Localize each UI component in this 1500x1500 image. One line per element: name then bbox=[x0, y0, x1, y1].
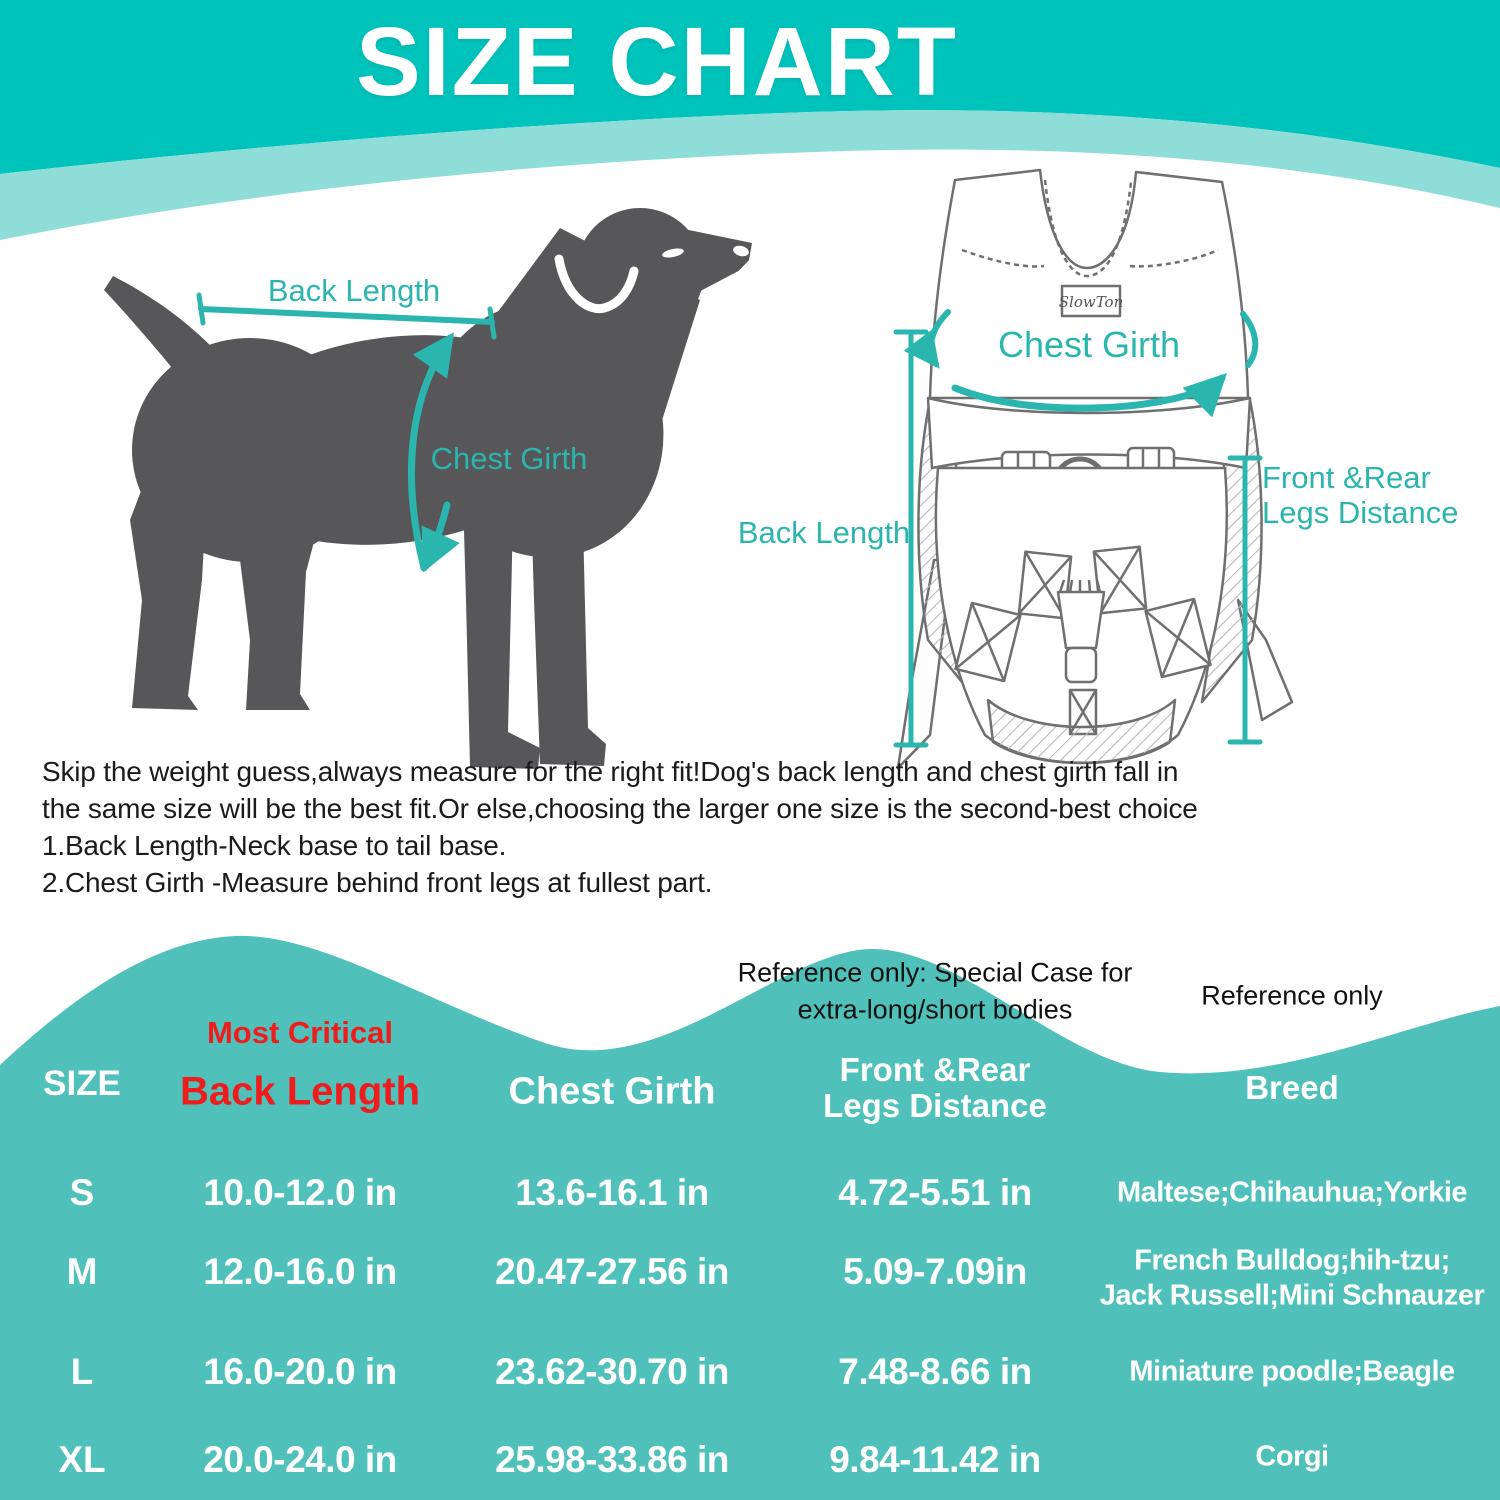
column-header-front-rear-line1: Front &Rear bbox=[839, 1051, 1031, 1088]
column-header-back-length: Back Length bbox=[179, 1069, 421, 1114]
reference-only-note: Reference only bbox=[1201, 980, 1383, 1011]
front-rear-value: 5.09-7.09in bbox=[843, 1251, 1027, 1292]
brand-logo-text: SlowTon bbox=[1058, 293, 1124, 311]
instruction-line: Skip the weight guess,always measure for the right fit!Dog's back length and chest girth fall in bbox=[42, 756, 1179, 787]
front-rear-value: 7.48-8.66 in bbox=[838, 1351, 1032, 1392]
breed-value: Miniature poodle;Beagle bbox=[1129, 1355, 1455, 1388]
back-length-value: 12.0-16.0 in bbox=[203, 1251, 397, 1292]
column-header-chest-girth: Chest Girth bbox=[508, 1070, 716, 1113]
carrier-back-length-label: Back Length bbox=[737, 515, 911, 550]
special-case-note-line1: Reference only: Special Case for bbox=[737, 957, 1133, 988]
size-value: S bbox=[69, 1172, 95, 1213]
instruction-line: 2.Chest Girth -Measure behind front legs at fullest part. bbox=[42, 867, 713, 898]
column-header-size: SIZE bbox=[43, 1064, 121, 1103]
column-header-front-rear-line2: Legs Distance bbox=[823, 1087, 1047, 1124]
breed-value-line2: Jack Russell;Mini Schnauzer bbox=[1099, 1279, 1485, 1312]
chest-girth-value: 20.47-27.56 in bbox=[495, 1251, 729, 1292]
column-header-breed: Breed bbox=[1245, 1069, 1339, 1106]
size-value: XL bbox=[58, 1439, 106, 1480]
carrier-front-rear-label-line1: Front &Rear bbox=[1262, 460, 1431, 495]
chest-girth-value: 23.62-30.70 in bbox=[495, 1351, 729, 1392]
carrier-illustration bbox=[898, 170, 1292, 768]
instruction-line: 1.Back Length-Neck base to tail base. bbox=[42, 830, 507, 861]
front-rear-value: 4.72-5.51 in bbox=[838, 1172, 1032, 1213]
dog-back-length-label: Back Length bbox=[267, 273, 441, 308]
front-rear-value: 9.84-11.42 in bbox=[829, 1439, 1041, 1480]
breed-value: French Bulldog;hih-tzu; bbox=[1134, 1244, 1450, 1277]
chest-girth-value: 25.98-33.86 in bbox=[495, 1439, 729, 1480]
dog-chest-girth-label: Chest Girth bbox=[430, 441, 588, 476]
page-title: SIZE CHART bbox=[356, 7, 958, 116]
special-case-note-line2: extra-long/short bodies bbox=[797, 994, 1073, 1025]
back-length-value: 16.0-20.0 in bbox=[203, 1351, 397, 1392]
most-critical-note: Most Critical bbox=[206, 1015, 394, 1050]
back-length-value: 10.0-12.0 in bbox=[203, 1172, 397, 1213]
breed-value: Maltese;Chihauhua;Yorkie bbox=[1116, 1176, 1468, 1209]
breed-value: Corgi bbox=[1255, 1440, 1329, 1473]
chest-girth-value: 13.6-16.1 in bbox=[515, 1172, 709, 1213]
carrier-front-rear-label-line2: Legs Distance bbox=[1262, 495, 1459, 530]
size-value: M bbox=[66, 1251, 98, 1292]
carrier-chest-girth-label: Chest Girth bbox=[997, 324, 1181, 365]
back-length-value: 20.0-24.0 in bbox=[203, 1439, 397, 1480]
size-value: L bbox=[70, 1351, 94, 1392]
instruction-line: the same size will be the best fit.Or else,choosing the larger one size is the second-best choice bbox=[42, 793, 1198, 824]
